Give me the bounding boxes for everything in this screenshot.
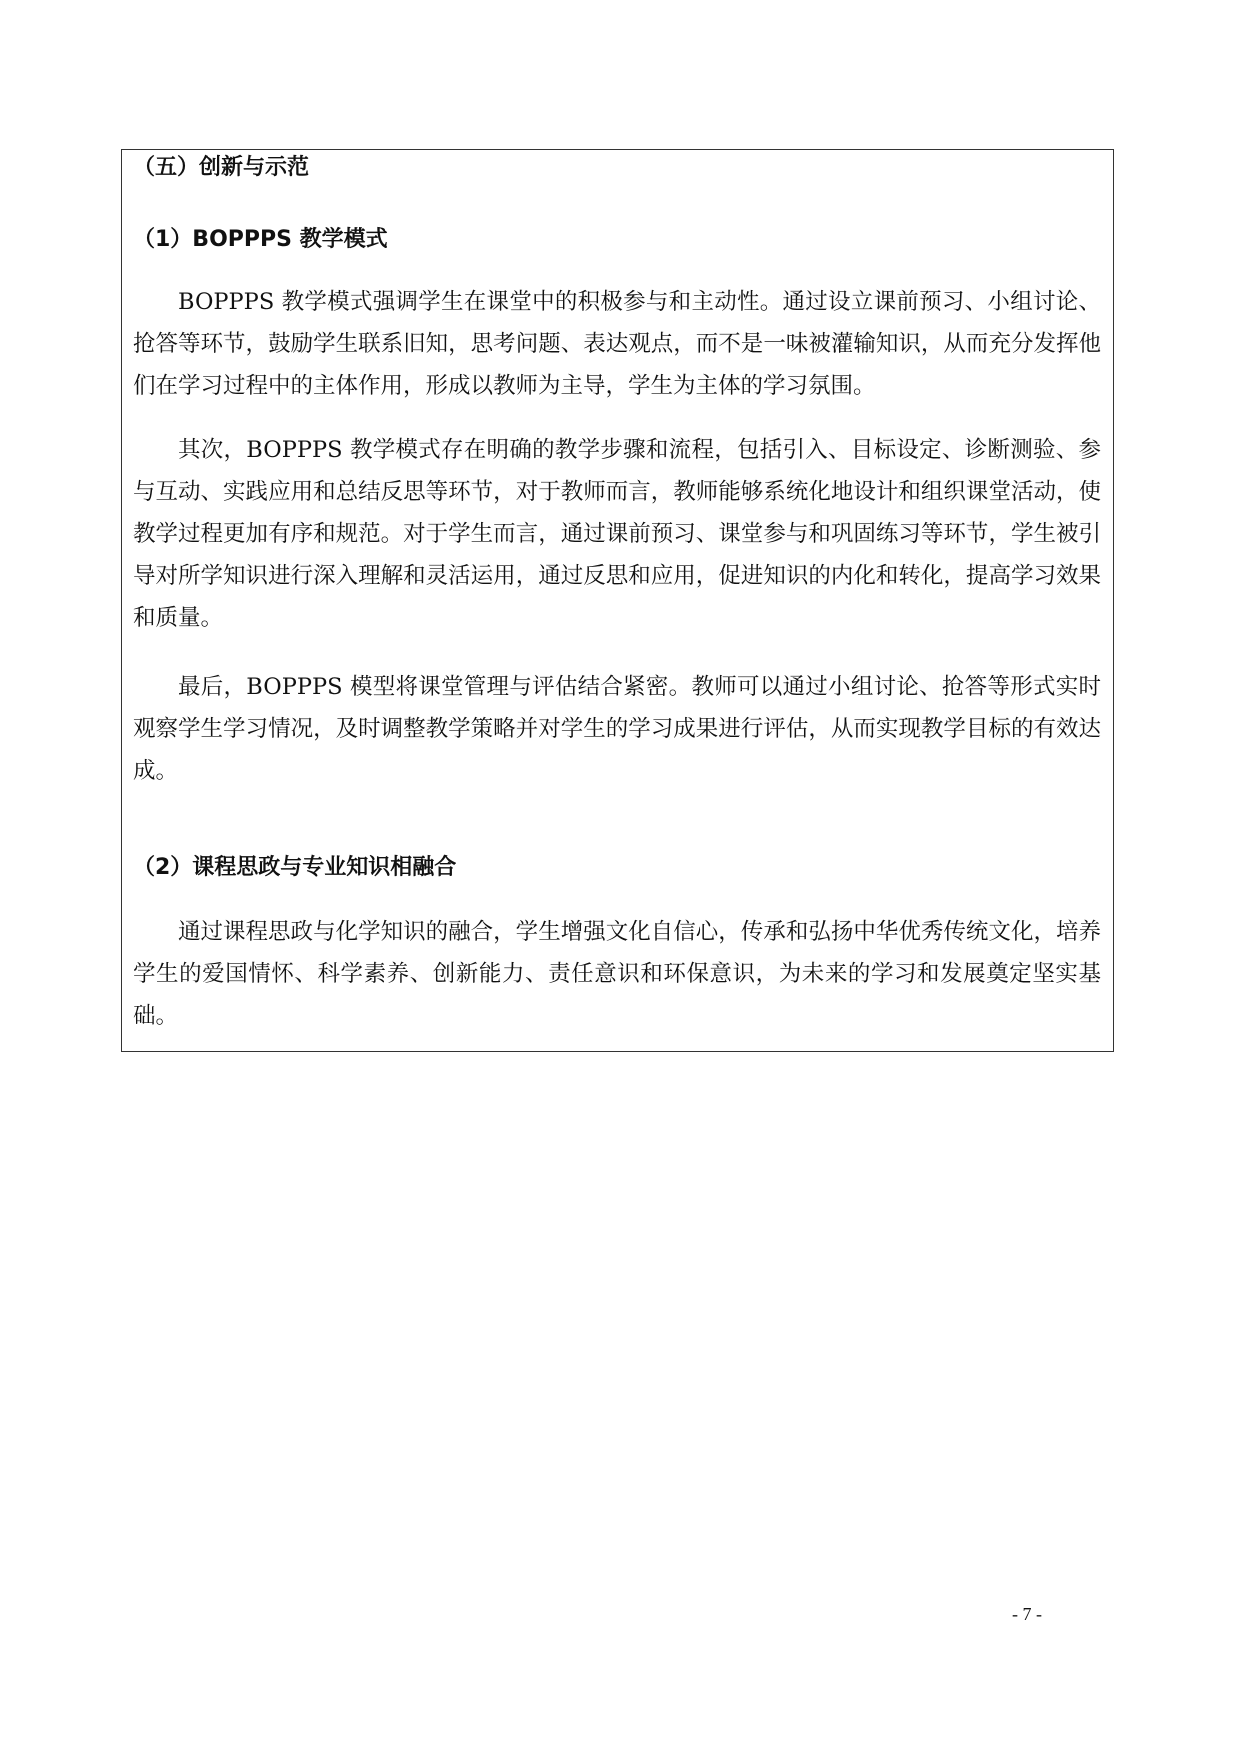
- page-number: - 7 -: [1012, 1604, 1042, 1624]
- section-title: （五）创新与示范: [133, 155, 310, 180]
- subsection-1-paragraph-3: 最后，BOPPPS 模型将课堂管理与评估结合紧密。教师可以通过小组讨论、抢答等形式实时观察学生学习情况，及时调整教学策略并对学生的学习成果进行评估，从而实现教学目标的有效达成。: [133, 674, 1101, 784]
- subsection-2-title: （2）课程思政与专业知识相融合: [133, 855, 457, 880]
- subsection-1-title: （1）BOPPPS 教学模式: [133, 227, 388, 252]
- subsection-1-paragraph-1: BOPPPS 教学模式强调学生在课堂中的积极参与和主动性。通过设立课前预习、小组讨论、抢答等环节，鼓励学生联系旧知，思考问题、表达观点，而不是一味被灌输知识，从而充分发挥他们在学习过程中的主体作用，形成以教师为主导，学生为主体的学习氛围。: [133, 289, 1101, 399]
- subsection-2-paragraph-1: 通过课程思政与化学知识的融合，学生增强文化自信心，传承和弘扬中华优秀传统文化，培养学生的爱国情怀、科学素养、创新能力、责任意识和环保意识，为未来的学习和发展奠定坚实基础。: [133, 919, 1101, 1029]
- subsection-1-paragraph-2: 其次，BOPPPS 教学模式存在明确的教学步骤和流程，包括引入、目标设定、诊断测验、参与互动、实践应用和总结反思等环节，对于教师而言，教师能够系统化地设计和组织课堂活动，使教学过程更加有序和规范。对于学生而言，通过课前预习、课堂参与和巩固练习等环节，学生被引导对所学知识进行深入理解和灵活运用，通过反思和应用，促进知识的内化和转化，提高学习效果和质量。: [133, 437, 1101, 631]
